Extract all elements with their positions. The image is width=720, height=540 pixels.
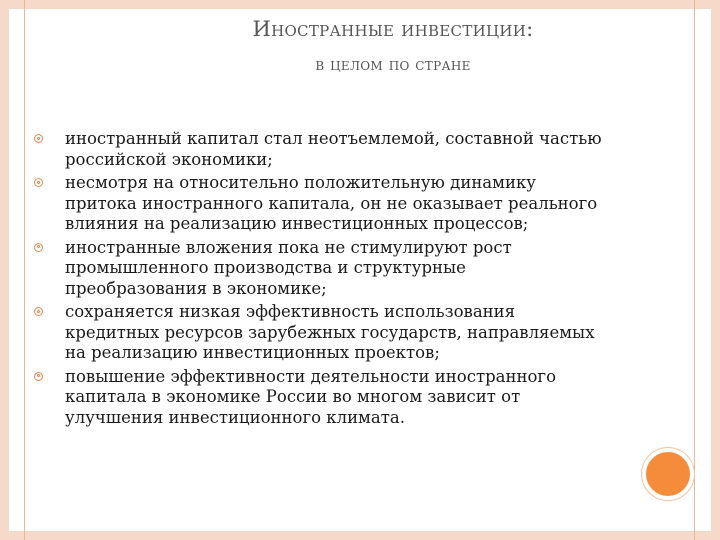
ring-bullet-icon (34, 178, 43, 187)
bullet-item (34, 238, 606, 300)
bullet-text: несмотря на относительно положительную динамику притока иностранного капитала, он не оказывает реального влияния на реализацию инвестиционных процессов; (65, 173, 598, 233)
bullet-item (34, 367, 606, 429)
bullet-text: иностранный капитал стал неотъемлемой, составной частью российской экономики; (65, 129, 602, 169)
decorative-orange-circle (642, 448, 694, 500)
ring-bullet-icon (34, 372, 43, 381)
bullet-text: повышение эффективности деятельности иностранного капитала в экономике России во многом зависит от улучшения инвестиционного климата. (65, 366, 557, 427)
bullet-item (34, 302, 606, 364)
bullet-text: иностранные вложения пока не стимулируют рост промышленного производства и структурные преобразования в экономике; (65, 237, 512, 298)
bullet-text: сохраняется низкая эффективность использования кредитных ресурсов зарубежных государств, направляемых на реализацию инвестиционных проектов; (65, 302, 595, 362)
slide-subtitle: в целом по стране (315, 55, 471, 75)
slide-title: Иностранные инвестиции: (252, 17, 534, 41)
ring-bullet-icon (34, 134, 43, 143)
ring-bullet-icon (34, 243, 43, 252)
bullet-list (34, 129, 606, 431)
bullet-item (34, 173, 606, 235)
right-border-rule (694, 0, 695, 540)
left-border-rule (24, 0, 25, 540)
ring-bullet-icon (34, 307, 43, 316)
bullet-item (34, 129, 606, 170)
